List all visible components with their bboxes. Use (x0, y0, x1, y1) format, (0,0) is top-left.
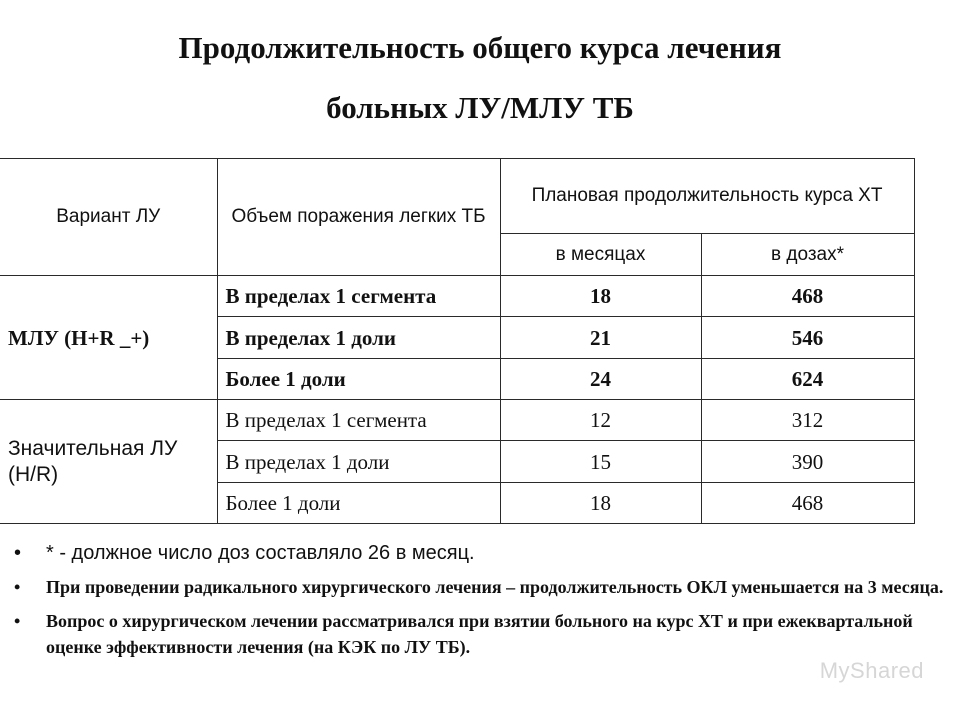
group-label-mlu: МЛУ (H+R _+) (0, 276, 217, 400)
cell-months: 15 (500, 441, 701, 483)
page-title-line-1: Продолжительность общего курса лечения (178, 30, 782, 65)
treatment-duration-table (0, 158, 915, 524)
cell-doses: 468 (701, 276, 914, 317)
note-item (0, 608, 960, 660)
bullet-icon: • (14, 611, 21, 631)
cell-volume: Более 1 доли (217, 483, 500, 524)
bullet-icon: • (14, 577, 21, 597)
header-doses: в дозах* (701, 234, 914, 276)
cell-doses: 390 (701, 441, 914, 483)
table-row (0, 276, 914, 317)
cell-doses: 624 (701, 359, 914, 400)
page-title-line-2: больных ЛУ/МЛУ ТБ (326, 90, 634, 125)
cell-months: 21 (500, 317, 701, 359)
cell-doses: 312 (701, 400, 914, 441)
bullet-icon: • (14, 542, 22, 564)
note-text: * - должное число доз составляло 26 в месяц. (46, 542, 475, 564)
cell-volume: В пределах 1 сегмента (217, 276, 500, 317)
cell-months: 24 (500, 359, 701, 400)
cell-months: 18 (500, 483, 701, 524)
table-row (0, 400, 914, 441)
cell-doses: 546 (701, 317, 914, 359)
cell-volume: Более 1 доли (217, 359, 500, 400)
header-volume: Объем поражения легких ТБ (217, 159, 500, 276)
header-variant: Вариант ЛУ (0, 159, 217, 276)
cell-months: 18 (500, 276, 701, 317)
cell-months: 12 (500, 400, 701, 441)
note-text: При проведении радикального хирургического лечения – продолжительность ОКЛ уменьшается на 3 месяца. (46, 577, 944, 597)
header-months: в месяцах (500, 234, 701, 276)
header-planned-duration: Плановая продолжительность курса ХТ (500, 159, 914, 234)
table-header-row-1 (0, 159, 914, 234)
cell-doses: 468 (701, 483, 914, 524)
watermark: MyShared (819, 658, 924, 683)
note-text: Вопрос о хирургическом лечении рассматривался при взятии больного на курс ХТ и при ежеквартальной оценке эффективности лечения (на КЭК по ЛУ ТБ). (46, 611, 913, 657)
note-item (0, 574, 960, 600)
cell-volume: В пределах 1 доли (217, 317, 500, 359)
notes-list (0, 540, 960, 668)
cell-volume: В пределах 1 сегмента (217, 400, 500, 441)
cell-volume: В пределах 1 доли (217, 441, 500, 483)
note-item (0, 540, 960, 566)
group-label-lu: Значительная ЛУ (H/R) (0, 400, 217, 524)
